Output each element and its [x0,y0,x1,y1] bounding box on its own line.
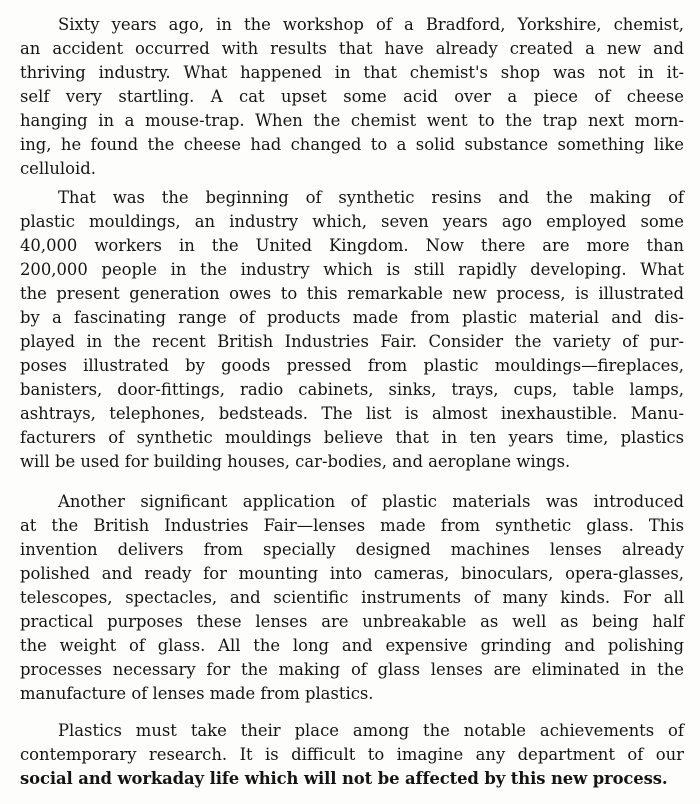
text-line: contemporary research. It is difficult to imagine any department of our [20,745,684,764]
text-line: ashtrays, telephones, bedsteads. The list is almost inexhaustible. Manu- [20,404,684,423]
text-line: polished and ready for mounting into cameras, binoculars, opera-glasses, [20,564,684,583]
text-line: manufacture of lenses made from plastics. [20,684,374,703]
text-line: plastic mouldings, an industry which, seven years ago employed some [20,212,684,231]
text-line: 40,000 workers in the United Kingdom. Now there are more than [20,236,684,255]
text-line: an accident occurred with results that have already created a new and [20,39,684,58]
text-line: played in the recent British Industries Fair. Consider the variety of pur- [20,332,684,351]
text-line: thriving industry. What happened in that chemist's shop was not in it- [20,63,684,82]
text-line: social and workaday life which will not be affected by this new process. [20,769,668,788]
text-line: hanging in a mouse-trap. When the chemist went to the trap next morn- [20,111,684,130]
text-line: Another significant application of plastic materials was introduced [58,492,684,511]
text-line: banisters, door-fittings, radio cabinets, sinks, trays, cups, table lamps, [20,380,684,399]
text-line: Sixty years ago, in the workshop of a Bradford, Yorkshire, chemist, [58,15,684,34]
text-line: telescopes, spectacles, and scientific instruments of many kinds. For all [20,588,684,607]
text-line: at the British Industries Fair—lenses made from synthetic glass. This [20,516,684,535]
text-line: invention delivers from specially designed machines lenses already [20,540,684,559]
text-line: celluloid. [20,159,96,178]
text-line: ing, he found the cheese had changed to a solid substance something like [20,135,684,154]
text-line: the present generation owes to this remarkable new process, is illustrated [20,284,684,303]
text-line: will be used for building houses, car-bodies, and aeroplane wings. [20,452,571,471]
text-line: by a fascinating range of products made from plastic material and dis- [20,308,684,327]
text-line: processes necessary for the making of glass lenses are eliminated in the [20,660,684,679]
text-line: Plastics must take their place among the notable achievements of [58,721,684,740]
text-line: 200,000 people in the industry which is still rapidly developing. What [20,260,684,279]
text-line: poses illustrated by goods pressed from plastic mouldings—fireplaces, [20,356,684,375]
text-line: the weight of glass. All the long and expensive grinding and polishing [20,636,684,655]
text-line: facturers of synthetic mouldings believe that in ten years time, plastics [20,428,684,447]
text-line: That was the beginning of synthetic resins and the making of [58,188,684,207]
text-line: practical purposes these lenses are unbreakable as well as being half [20,612,684,631]
text-line: self very startling. A cat upset some acid over a piece of cheese [20,87,684,106]
